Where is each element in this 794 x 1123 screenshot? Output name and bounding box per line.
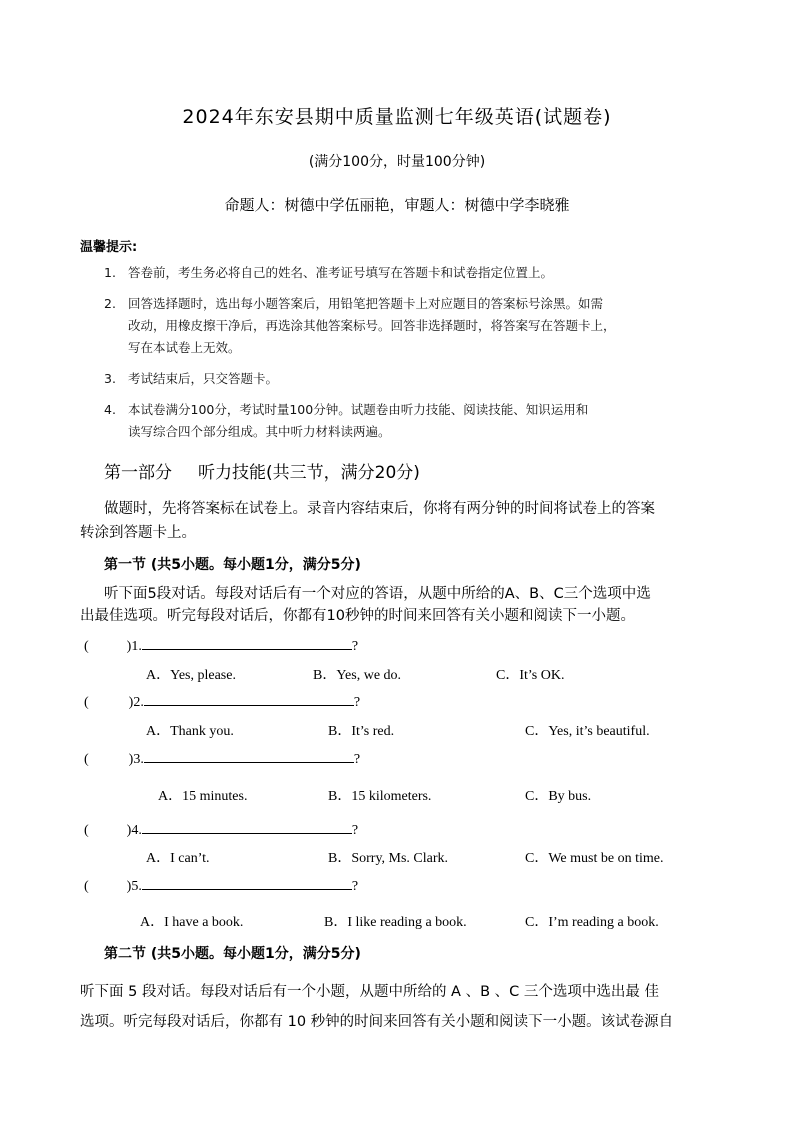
option-a: A．I can’t. — [146, 851, 210, 866]
section2-intro-line: 听下面 5 段对话。每段对话后有一个小题，从题中所给的 A 、B 、C 三个选项中选出最 佳 — [80, 984, 659, 1000]
answer-paren: ( — [84, 695, 89, 710]
section1-heading: 第一节 (共5小题。每小题1分，满分5分) — [104, 557, 361, 573]
option-a: A．I have a book. — [140, 915, 244, 930]
option-c: C．By bus. — [525, 789, 592, 804]
tip-number: 4. — [104, 402, 116, 417]
question-mark: ? — [353, 752, 361, 767]
option-b: B．It’s red. — [328, 724, 395, 739]
exam-title: 2024年东安县期中质量监测七年级英语(试题卷) — [182, 106, 612, 128]
part1-number: 第一部分 — [104, 463, 172, 483]
tip-item — [104, 399, 588, 421]
question-4 — [84, 819, 358, 839]
question-5 — [84, 875, 358, 895]
tip-number: 2. — [104, 296, 116, 311]
part1-heading — [104, 458, 420, 483]
option-a: A．Yes, please. — [146, 668, 236, 683]
part1-title: 听力技能(共三节，满分20分) — [198, 463, 420, 483]
tips-heading: 温馨提示: — [80, 240, 138, 255]
option-b: B．Yes, we do. — [313, 668, 402, 683]
option-a: A．Thank you. — [146, 724, 234, 739]
tip-text: 回答选择题时，选出每小题答案后，用铅笔把答题卡上对应题目的答案标号涂黑。如需 — [128, 296, 604, 311]
question-number: )5. — [126, 879, 142, 894]
section2-heading: 第二节 (共5小题。每小题1分，满分5分) — [104, 946, 361, 962]
option-b: B．I like reading a book. — [324, 915, 467, 930]
answer-blank[interactable] — [142, 819, 352, 834]
answer-blank[interactable] — [142, 875, 352, 890]
part1-intro-line: 转涂到答题卡上。 — [80, 525, 196, 541]
answer-paren: ( — [84, 879, 89, 894]
option-b: B．15 kilometers. — [328, 789, 432, 804]
part1-intro-line: 做题时，先将答案标在试卷上。录音内容结束后，你将有两分钟的时间将试卷上的答案 — [104, 501, 655, 517]
tip-text: 本试卷满分100分，考试时量100分钟。试题卷由听力技能、阅读技能、知识运用和 — [128, 402, 589, 417]
question-number: )3. — [128, 752, 144, 767]
question-mark: ? — [351, 879, 359, 894]
answer-blank[interactable] — [144, 691, 354, 706]
option-c: C．We must be on time. — [525, 851, 664, 866]
tip-item — [104, 262, 553, 284]
question-number: )2. — [128, 695, 144, 710]
tip-text: 读写综合四个部分组成。其中听力材料读两遍。 — [128, 424, 391, 439]
answer-blank[interactable] — [144, 748, 354, 763]
tip-number: 3. — [104, 371, 116, 386]
tip-text: 写在本试卷上无效。 — [128, 340, 241, 355]
section1-intro-line: 听下面5段对话。每段对话后有一个对应的答语，从题中所给的A、B、C三个选项中选 — [104, 586, 651, 602]
section1-intro-line: 出最佳选项。听完每段对话后，你都有10秒钟的时间来回答有关小题和阅读下一小题。 — [80, 608, 635, 624]
option-c: C．It’s OK. — [496, 668, 565, 683]
exam-subtitle: (满分100分，时量100分钟) — [308, 154, 486, 170]
tip-text: 考试结束后，只交答题卡。 — [128, 371, 279, 386]
question-mark: ? — [353, 695, 361, 710]
tip-item — [104, 368, 278, 390]
tip-text: 答卷前，考生务必将自己的姓名、准考证号填写在答题卡和试卷指定位置上。 — [128, 265, 554, 280]
answer-paren: ( — [84, 639, 89, 654]
tip-item — [104, 293, 603, 315]
question-number: )4. — [126, 823, 142, 838]
answer-paren: ( — [84, 752, 89, 767]
tip-text: 改动，用橡皮擦干净后，再选涂其他答案标号。回答非选择题时，将答案写在答题卡上， — [128, 318, 616, 333]
option-c: C．I’m reading a book. — [525, 915, 659, 930]
option-c: C．Yes, it’s beautiful. — [525, 724, 650, 739]
question-mark: ? — [351, 639, 359, 654]
option-b: B．Sorry, Ms. Clark. — [328, 851, 449, 866]
question-3 — [84, 748, 360, 768]
question-2 — [84, 691, 360, 711]
section2-intro-line: 选项。听完每段对话后，你都有 10 秒钟的时间来回答有关小题和阅读下一小题。该试卷源自 — [80, 1014, 674, 1030]
exam-authors: 命题人：树德中学伍丽艳，审题人：树德中学李晓雅 — [224, 196, 570, 214]
option-a: A．15 minutes. — [158, 789, 248, 804]
answer-paren: ( — [84, 823, 89, 838]
question-number: )1. — [126, 639, 142, 654]
question-1 — [84, 635, 358, 655]
tip-number: 1. — [104, 265, 116, 280]
question-mark: ? — [351, 823, 359, 838]
answer-blank[interactable] — [142, 635, 352, 650]
